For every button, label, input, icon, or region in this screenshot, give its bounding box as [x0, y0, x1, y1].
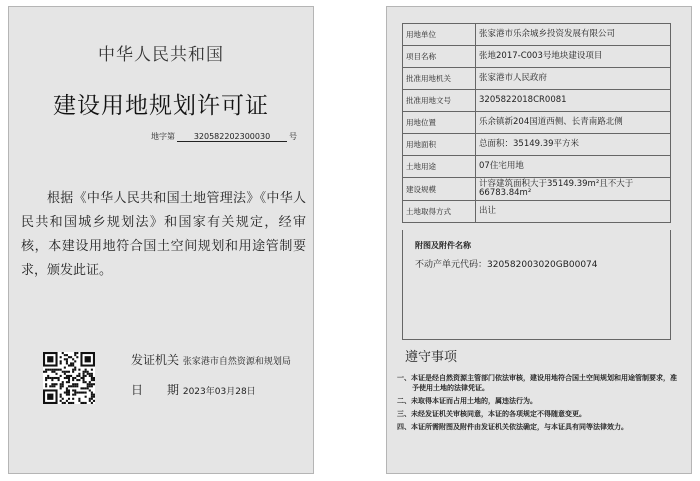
list-item: 四、本证所需附图及附件由发证机关依法确定，与本证具有同等法律效力。 — [397, 423, 628, 431]
attachments-value: 不动产单元代码：320582003020GB00074 — [415, 260, 598, 270]
table-row — [403, 46, 671, 68]
qr-code-icon — [43, 352, 95, 404]
permit-title: 建设用地规划许可证 — [53, 93, 269, 119]
row-value: 3205822018CR0081 — [476, 90, 671, 112]
land-info-table — [402, 23, 671, 223]
table-row — [403, 112, 671, 134]
date-value: 2023年03月28日 — [182, 387, 256, 397]
list-item: 三、未经发证机关审核同意，本证的各项规定不得随意变更。 — [397, 410, 586, 418]
date-label-2: 期 — [167, 383, 180, 397]
row-value: 张家港市乐余城乡投资发展有限公司 — [476, 24, 671, 46]
table-row — [403, 201, 671, 223]
table-row — [403, 68, 671, 90]
list-item: 一、本证是经自然资源主管部门依法审核，建设用地符合国土空间规划和用途管制要求，准予使用土地的法律凭证。 — [397, 374, 677, 392]
document-number-suffix: 号 — [289, 132, 297, 141]
document-number — [151, 131, 297, 142]
document-number-prefix: 地字第 — [151, 132, 175, 141]
permit-detail-page — [386, 6, 692, 474]
row-key: 项目名称 — [403, 46, 476, 68]
row-value: 张地2017-C003号地块建设项目 — [476, 46, 671, 68]
country-name: 中华人民共和国 — [98, 45, 224, 65]
row-key: 用地单位 — [403, 24, 476, 46]
row-key: 土地取得方式 — [403, 201, 476, 223]
row-value: 07住宅用地 — [476, 156, 671, 178]
issuer-label: 发证机关 — [131, 353, 180, 367]
row-key: 建设规模 — [403, 178, 476, 201]
table-row — [403, 90, 671, 112]
issuer — [131, 351, 291, 368]
notice-list — [397, 373, 682, 435]
date-label-1: 日 — [131, 383, 144, 397]
row-key: 土地用途 — [403, 156, 476, 178]
attachments-label: 附图及附件名称 — [415, 241, 471, 250]
attachments-box — [402, 230, 671, 340]
row-value: 计容建筑面积大于35149.39m²且不大于66783.84m² — [476, 178, 671, 201]
row-value: 总面积：35149.39平方米 — [476, 134, 671, 156]
row-key: 用地面积 — [403, 134, 476, 156]
row-value: 乐余镇新204国道西侧、长青南路北侧 — [476, 112, 671, 134]
issue-date — [131, 381, 256, 398]
permit-statement: 根据《中华人民共和国土地管理法》《中华人民共和国城乡规划法》和国家有关规定，经审核，本建设用地符合国土空间规划和用途管制要求，颁发此证。 — [21, 191, 306, 278]
row-key: 批准用地机关 — [403, 68, 476, 90]
notice-title: 遵守事项 — [405, 350, 458, 365]
issuer-value: 张家港市自然资源和规划局 — [182, 357, 291, 367]
table-row — [403, 156, 671, 178]
row-key: 批准用地文号 — [403, 90, 476, 112]
permit-cover-page — [8, 6, 314, 474]
row-key: 用地位置 — [403, 112, 476, 134]
document-number-value: 320582202300030 — [177, 132, 287, 142]
row-value: 出让 — [476, 201, 671, 223]
table-row — [403, 178, 671, 201]
row-value: 张家港市人民政府 — [476, 68, 671, 90]
list-item: 二、未取得本证而占用土地的，属违法行为。 — [397, 397, 537, 405]
table-row — [403, 24, 671, 46]
table-row — [403, 134, 671, 156]
